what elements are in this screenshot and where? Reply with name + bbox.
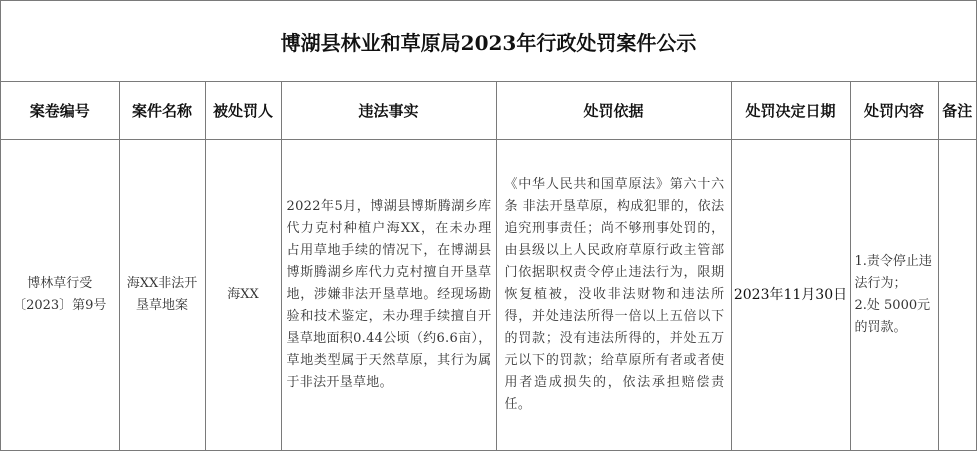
cell-content — [850, 140, 938, 451]
date-text: 2023年11月30日 — [733, 287, 848, 303]
basis-text: 《中华人民共和国草原法》第六十六条 非法开垦草原，构成犯罪的，依法追究刑事责任；尚不够刑事处罚的，由县级以上人民政府草原行政主管部门依据职权责令停止违法行为，限期恢复植被，没收非法财物和违法所得，并处违法所得一倍以上五倍以下的罚款；没有违法所得的，并处五万元以下的罚款；给草原所有者或者使用者造成损失的，依法承担赔偿责任。 — [504, 177, 725, 412]
table-row — [1, 140, 976, 451]
cell-facts — [281, 140, 496, 451]
header-facts: 违法事实 — [281, 82, 496, 140]
penalty-table — [1, 82, 976, 450]
page-title: 博湖县林业和草原局2023年行政处罚案件公示 — [1, 1, 976, 82]
header-date: 处罚决定日期 — [731, 82, 850, 140]
header-case-no: 案卷编号 — [1, 82, 119, 140]
case-no-text: 博林草行受〔2023〕第9号 — [13, 276, 107, 313]
header-content: 处罚内容 — [850, 82, 938, 140]
header-basis: 处罚依据 — [496, 82, 731, 140]
content-line-1: 1.责令停止违法行为； — [854, 254, 932, 291]
cell-remark — [938, 140, 976, 451]
cell-case-no — [1, 140, 119, 451]
header-remark: 备注 — [938, 82, 976, 140]
party-text: 海XX — [227, 287, 259, 302]
table-header-row — [1, 82, 976, 140]
header-party: 被处罚人 — [205, 82, 281, 140]
case-name-text: 海XX非法开垦草地案 — [126, 276, 198, 313]
cell-case-name — [119, 140, 205, 451]
content-line-2: 2.处 5000元的罚款。 — [854, 298, 931, 335]
cell-party — [205, 140, 281, 451]
facts-text: 2022年5月，博湖县博斯腾湖乡库代力克村种植户海XX，在未办理占用草地手续的情况下，在博湖县博斯腾湖乡库代力克村擅自开垦草地，涉嫌非法开垦草地。经现场勘验和技术鉴定，未办理手续擅自开垦草地面积0.44公顷（约6.6亩），草地类型属于天然草原，其行为属于非法开垦草地。 — [286, 199, 492, 390]
cell-date — [731, 140, 850, 451]
header-case-name: 案件名称 — [119, 82, 205, 140]
cell-basis — [496, 140, 731, 451]
